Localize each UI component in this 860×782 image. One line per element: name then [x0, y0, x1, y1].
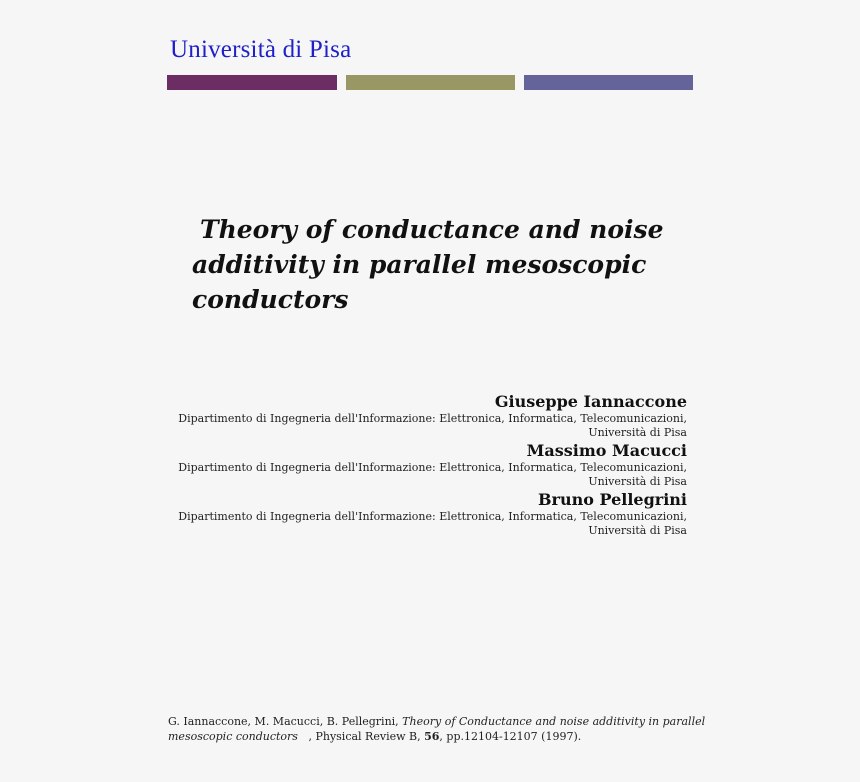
author-block — [178, 490, 687, 538]
author-name: Massimo Macucci — [526, 441, 687, 460]
title-line: Theory of conductance and noise — [200, 215, 664, 244]
citation-line — [168, 729, 692, 744]
header-bar-blue — [524, 75, 693, 90]
author-block — [178, 441, 687, 489]
citation-title: Theory of Conductance and noise additivity in parallel — [402, 715, 706, 728]
citation-volume: 56 — [424, 730, 440, 743]
title-line: additivity in parallel mesoscopic — [192, 250, 647, 279]
citation-title: mesoscopic conductors — [168, 730, 298, 743]
header-color-bars — [167, 75, 693, 90]
author-name: Bruno Pellegrini — [538, 490, 687, 509]
paper-title — [192, 212, 662, 317]
author-block — [178, 392, 687, 440]
citation-journal: , Physical Review B, — [308, 730, 421, 743]
author-affiliation: Dipartimento di Ingegneria dell'Informazione: Elettronica, Informatica, Telecomunicazioni, — [178, 510, 687, 523]
university-header: Università di Pisa — [170, 36, 352, 63]
header-bar-olive — [346, 75, 515, 90]
author-affiliation: Dipartimento di Ingegneria dell'Informazione: Elettronica, Informatica, Telecomunicazioni, — [178, 461, 687, 474]
author-affiliation: Università di Pisa — [588, 475, 687, 488]
author-affiliation: Dipartimento di Ingegneria dell'Informazione: Elettronica, Informatica, Telecomunicazioni, — [178, 412, 687, 425]
header-bar-purple — [167, 75, 337, 90]
author-affiliation: Università di Pisa — [588, 426, 687, 439]
citation-line — [168, 714, 706, 729]
author-affiliation: Università di Pisa — [588, 524, 687, 537]
citation-footer — [168, 714, 706, 744]
citation-pages: , pp.12104-12107 (1997). — [439, 730, 582, 743]
title-line: conductors — [192, 285, 349, 314]
author-list — [178, 392, 687, 539]
citation-authors: G. Iannaccone, M. Macucci, B. Pellegrini, — [168, 715, 399, 728]
author-name: Giuseppe Iannaccone — [494, 392, 687, 411]
